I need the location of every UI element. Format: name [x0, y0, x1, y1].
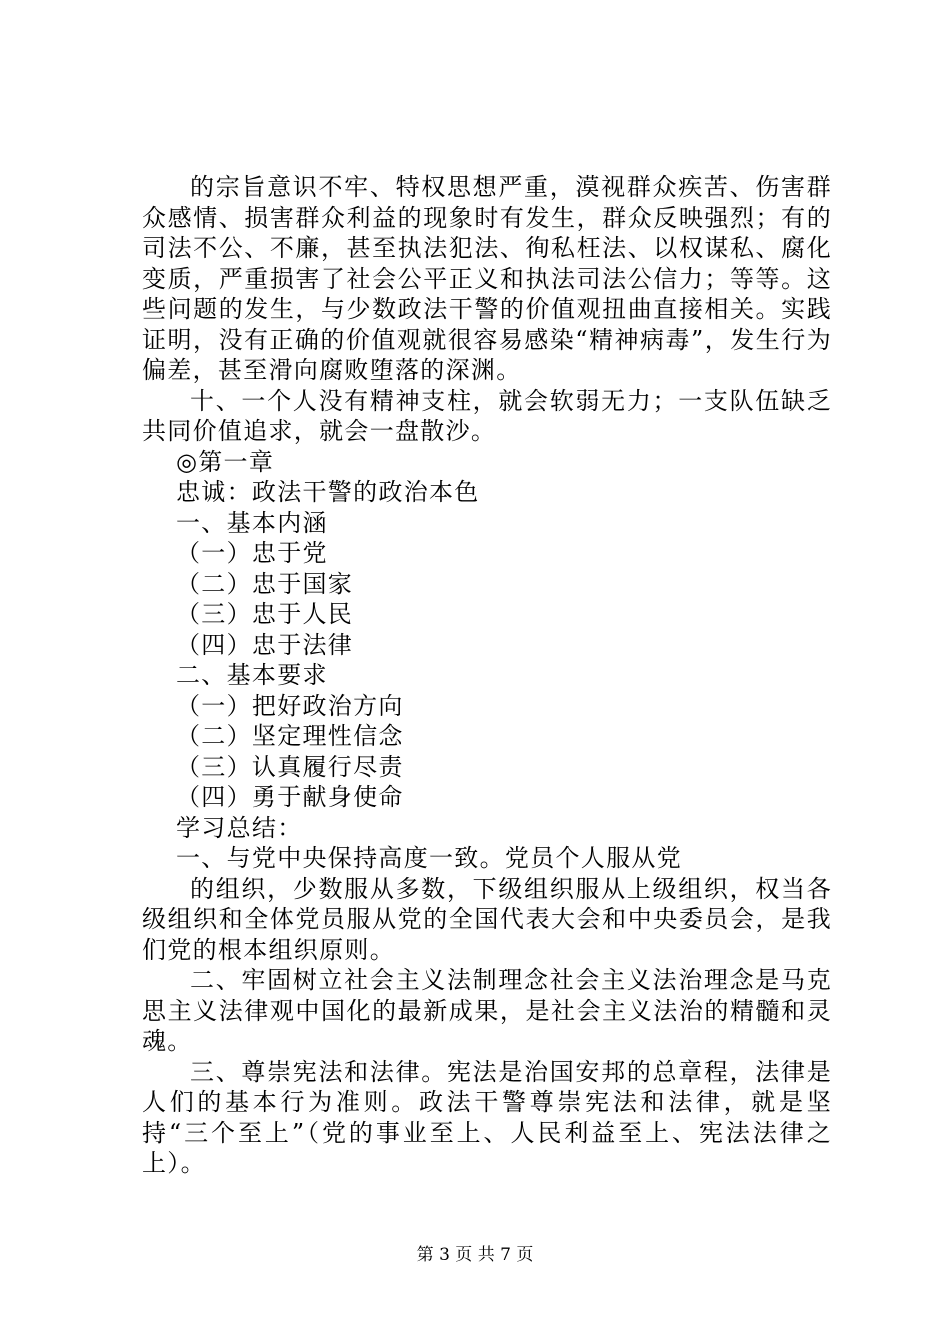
list-item: （二）忠于国家 [176, 569, 354, 598]
section-heading: 一、基本内涵 [176, 508, 328, 537]
list-item: （二）坚定理性信念 [176, 722, 404, 750]
paragraph: 十、一个人没有精神支柱，就会软弱无力；一支队伍缺乏共同价值追求，就会一盘散沙。 [142, 386, 832, 445]
list-item: （三）忠于人民 [176, 600, 354, 628]
list-item: （一）把好政治方向 [176, 691, 404, 720]
chapter-marker: ◎第一章 [176, 447, 275, 476]
paragraph: 二、牢固树立社会主义法制理念社会主义法治理念是马克思主义法律观中国化的最新成果，是社会主义法治的精髓和灵魂。 [142, 966, 832, 1055]
paragraph: 的组织，少数服从多数，下级组织服从上级组织，权当各级组织和全体党员服从党的全国代表大会和中央委员会，是我们党的根本组织原则。 [142, 874, 832, 964]
page-number: 第 3 页 共 7 页 [416, 1245, 534, 1265]
paragraph: 三、尊崇宪法和法律。宪法是治国安邦的总章程，法律是人们的基本行为准则。政法干警尊崇宪法和法律，就是坚持“三个至上”（党的事业至上、人民利益至上、宪法法律之上）。 [142, 1057, 832, 1177]
document-body [142, 172, 832, 1179]
summary-heading: 学习总结： [176, 813, 303, 842]
section-heading: 二、基本要求 [176, 661, 328, 689]
paragraph: 的宗旨意识不牢、特权思想严重，漠视群众疾苦、伤害群众感情、损害群众利益的现象时有发生，群众反映强烈；有的司法不公、不廉，甚至执法犯法、徇私枉法、以权谋私、腐化变质，严重损害了社会公平正义和执法司法公信力；等等。这些问题的发生，与少数政法干警的价值观扭曲直接相关。实践证明，没有正确的价值观就很容易感染“精神病毒”，发生行为偏差，甚至滑向腐败堕落的深渊。 [142, 173, 832, 384]
list-item: （四）忠于法律 [176, 630, 354, 659]
summary-point: 一、与党中央保持高度一致。党员个人服从党 [176, 844, 682, 872]
list-item: （四）勇于献身使命 [176, 783, 404, 811]
chapter-title: 忠诚：政法干警的政治本色 [176, 478, 480, 506]
list-item: （一）忠于党 [176, 539, 328, 567]
list-item: （三）认真履行尽责 [176, 752, 404, 781]
